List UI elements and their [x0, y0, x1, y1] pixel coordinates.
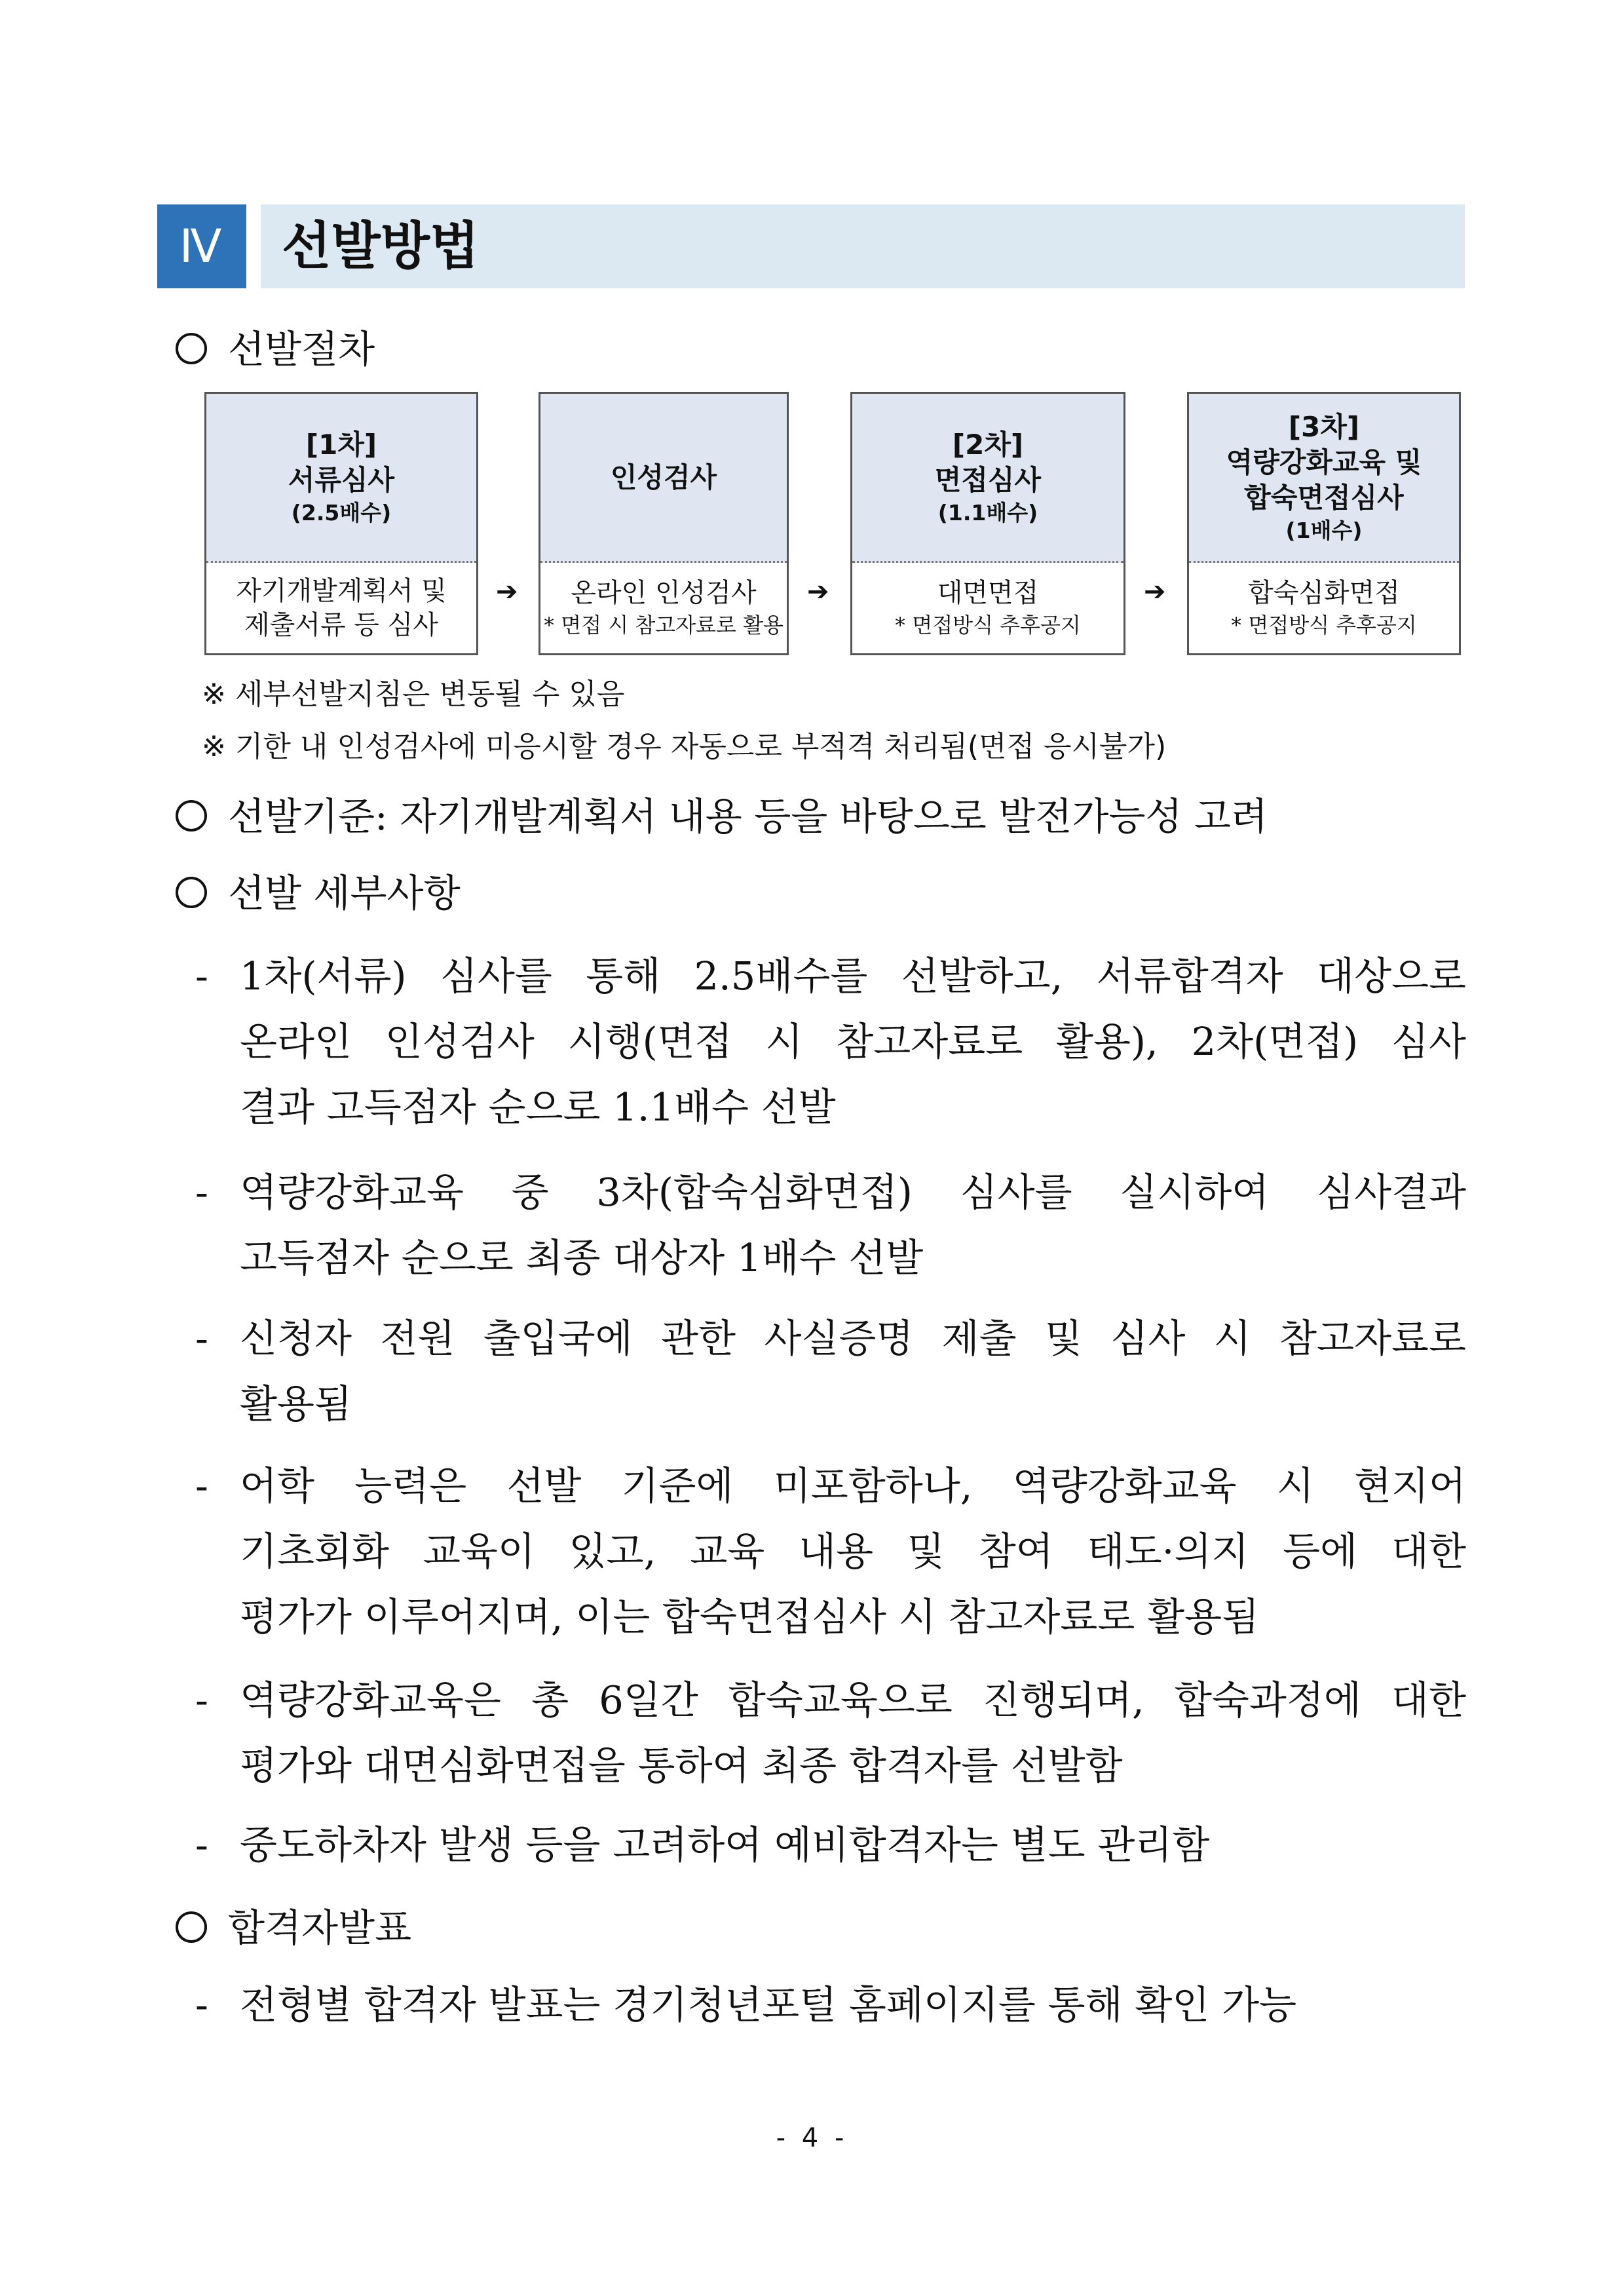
arrow-icon: ➔	[496, 577, 518, 607]
detail-item-1	[195, 944, 1466, 1140]
detail-item-3	[195, 1306, 1466, 1437]
procedure-heading	[176, 326, 375, 373]
step-4-head	[1189, 394, 1459, 563]
step-box-3	[850, 392, 1125, 655]
detail-item-5	[195, 1668, 1466, 1799]
details-heading-text: 선발 세부사항	[228, 871, 461, 915]
step-3-body	[852, 563, 1124, 653]
detail-1-line-3: 결과 고득점자 순으로 1.1배수 선발	[240, 1084, 836, 1130]
detail-2-line-1: 역량강화교육 중 3차(합숙심화면접) 심사를 실시하여 심사결과	[240, 1170, 1466, 1215]
step-1-desc-2: 제출서류 등 심사	[244, 610, 438, 640]
step-1-head	[206, 394, 476, 563]
detail-1-line-2: 온라인 인성검사 시행(면접 시 참고자료로 활용), 2차(면접) 심사	[240, 1019, 1466, 1064]
step-4-ratio: (1배수)	[1285, 517, 1363, 543]
announcement-text: 전형별 합격자 발표는 경기청년포털 홈페이지를 통해 확인 가능	[240, 1982, 1297, 2027]
criteria-line	[176, 793, 1268, 840]
detail-item-6	[195, 1812, 1466, 1878]
detail-1-line-1: 1차(서류) 심사를 통해 2.5배수를 선발하고, 서류합격자 대상으로	[240, 953, 1466, 999]
dash-marker: -	[195, 1170, 208, 1215]
step-2-desc-2: * 면접 시 참고자료로 활용	[544, 613, 784, 638]
step-4-title-2: 합숙면접심사	[1244, 481, 1404, 514]
dash-marker: -	[195, 1822, 208, 1867]
step-box-1	[204, 392, 478, 655]
step-3-desc-1: 대면면접	[937, 578, 1039, 608]
circle-bullet-icon	[176, 333, 207, 364]
announcement-item	[195, 1972, 1466, 2038]
dash-marker: -	[195, 953, 208, 999]
step-3-head	[852, 394, 1124, 563]
detail-3-line-1: 신청자 전원 출입국에 관한 사실증명 제출 및 심사 시 참고자료로	[240, 1316, 1466, 1361]
note-2: ※ 기한 내 인성검사에 미응시할 경우 자동으로 부적격 처리됨(면접 응시불가)	[202, 730, 1167, 763]
criteria-text: 선발기준: 자기개발계획서 내용 등을 바탕으로 발전가능성 고려	[228, 794, 1268, 839]
step-4-desc-2: * 면접방식 추후공지	[1231, 613, 1417, 638]
announcement-heading	[176, 1904, 411, 1951]
step-1-body	[206, 563, 476, 653]
step-2-desc-1: 온라인 인성검사	[571, 578, 757, 608]
dash-marker: -	[195, 1982, 208, 2027]
note-1: ※ 세부선발지침은 변동될 수 있음	[202, 678, 625, 711]
section-number: Ⅳ	[157, 204, 246, 288]
detail-5-line-1: 역량강화교육은 총 6일간 합숙교육으로 진행되며, 합숙과정에 대한	[240, 1677, 1466, 1723]
circle-bullet-icon	[176, 877, 207, 908]
step-3-ratio: (1.1배수)	[937, 499, 1038, 526]
step-4-label: [3차]	[1288, 410, 1360, 443]
step-2-body	[540, 563, 787, 653]
step-2-title: 인성검사	[610, 461, 717, 493]
step-1-ratio: (2.5배수)	[291, 499, 392, 526]
detail-4-line-1: 어학 능력은 선발 기준에 미포함하나, 역량강화교육 시 현지어	[240, 1463, 1466, 1508]
detail-5-line-2: 평가와 대면심화면접을 통하여 최종 합격자를 선발함	[240, 1743, 1123, 1788]
detail-2-line-2: 고득점자 순으로 최종 대상자 1배수 선발	[240, 1235, 924, 1280]
step-4-title-1: 역량강화교육 및	[1226, 446, 1422, 478]
detail-item-2	[195, 1160, 1466, 1291]
page-number: - 4 -	[776, 2123, 848, 2153]
step-3-label: [2차]	[952, 428, 1024, 461]
dash-marker: -	[195, 1677, 208, 1723]
step-1-label: [1차]	[305, 428, 377, 461]
section-title: 선발방법	[282, 217, 480, 276]
dash-marker: -	[195, 1316, 208, 1361]
announcement-heading-text: 합격자발표	[228, 1905, 412, 1950]
step-3-desc-2: * 면접방식 추후공지	[895, 613, 1081, 638]
detail-4-line-2: 기초회화 교육이 있고, 교육 내용 및 참여 태도·의지 등에 대한	[240, 1529, 1466, 1574]
step-1-desc-1: 자기개발계획서 및	[236, 576, 447, 606]
arrow-icon: ➔	[807, 577, 829, 607]
procedure-heading-text: 선발절차	[228, 327, 375, 372]
detail-6-line-1: 중도하차자 발생 등을 고려하여 예비합격자는 별도 관리함	[240, 1822, 1210, 1867]
step-3-title: 면접심사	[934, 463, 1042, 496]
circle-bullet-icon	[176, 800, 207, 832]
step-2-head	[540, 394, 787, 563]
detail-item-4	[195, 1453, 1466, 1650]
dash-marker: -	[195, 1463, 208, 1508]
step-box-2	[538, 392, 789, 655]
detail-4-line-3: 평가가 이루어지며, 이는 합숙면접심사 시 참고자료로 활용됨	[240, 1594, 1260, 1639]
detail-3-line-2: 활용됨	[240, 1381, 352, 1426]
arrow-icon: ➔	[1144, 577, 1166, 607]
step-1-title: 서류심사	[288, 463, 395, 496]
step-4-body	[1189, 563, 1459, 653]
step-4-desc-1: 합숙심화면접	[1248, 578, 1400, 608]
details-heading	[176, 870, 461, 917]
circle-bullet-icon	[176, 1911, 207, 1943]
step-box-4	[1187, 392, 1461, 655]
